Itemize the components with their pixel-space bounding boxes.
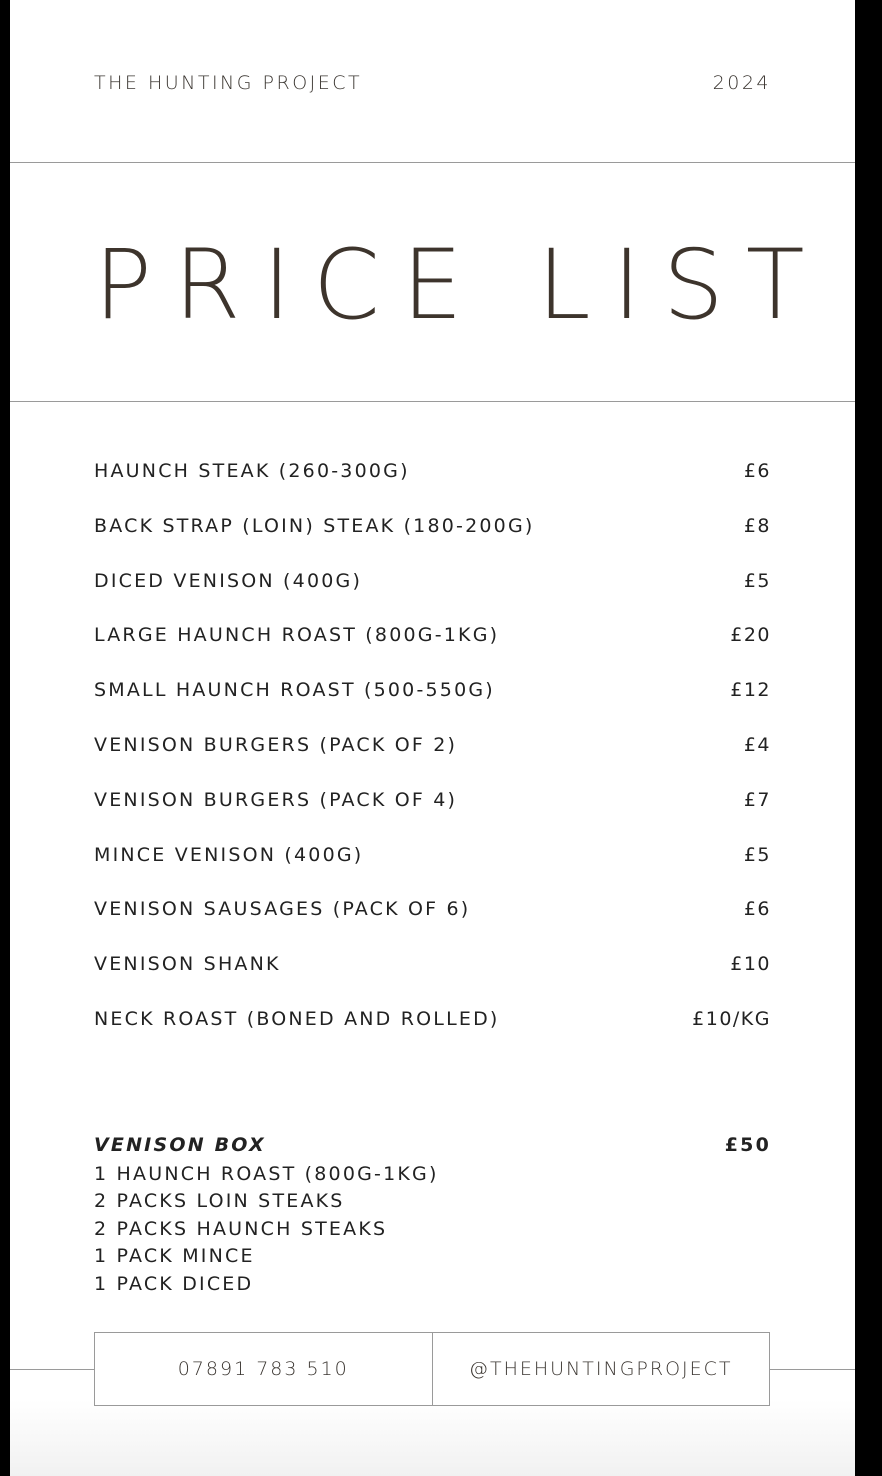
- item-price: £20: [730, 624, 771, 647]
- title-divider: [10, 401, 855, 402]
- item-name: BACK STRAP (LOIN) STEAK (180-200G): [94, 514, 535, 537]
- top-divider: [10, 162, 855, 163]
- list-item: [94, 460, 771, 515]
- item-price: £6: [743, 460, 771, 482]
- item-name: HAUNCH STEAK (260-300G): [94, 460, 410, 482]
- price-list-page: [10, 0, 855, 1476]
- item-name: DICED VENISON (400G): [94, 569, 363, 592]
- item-name: VENISON BURGERS (PACK OF 2): [94, 733, 458, 756]
- social-handle: @THEHUNTINGPROJECT: [432, 1333, 770, 1405]
- list-item: [94, 1008, 771, 1063]
- box-content-item: 1 PACK DICED: [94, 1272, 254, 1295]
- item-name: NECK ROAST (BONED AND ROLLED): [94, 1007, 500, 1030]
- item-name: VENISON SHANK: [94, 953, 281, 976]
- box-content-item: 2 PACKS LOIN STEAKS: [94, 1190, 345, 1213]
- item-price: £5: [743, 569, 771, 592]
- item-name: SMALL HAUNCH ROAST (500-550G): [94, 679, 495, 702]
- box-price: £50: [724, 1134, 771, 1156]
- item-price: £5: [743, 843, 771, 866]
- list-item: [94, 515, 771, 570]
- item-price: £10/KG: [692, 1007, 771, 1030]
- box-header: [94, 1134, 771, 1161]
- item-name: MINCE VENISON (400G): [94, 843, 364, 866]
- box-name: VENISON BOX: [94, 1134, 266, 1156]
- list-item: [94, 570, 771, 625]
- item-price: £4: [743, 733, 771, 756]
- venison-box-section: [94, 1134, 771, 1298]
- footer-divider-right: [770, 1369, 855, 1370]
- item-price: £10: [730, 953, 771, 976]
- brand-name: THE HUNTING PROJECT: [94, 72, 363, 94]
- box-content-item: 1 HAUNCH ROAST (800G-1KG): [94, 1163, 439, 1185]
- header: [94, 72, 771, 102]
- item-name: LARGE HAUNCH ROAST (800G-1KG): [94, 624, 500, 647]
- list-item: [94, 789, 771, 844]
- box-content-item: 1 PACK MINCE: [94, 1245, 255, 1268]
- item-price: £12: [730, 679, 771, 702]
- list-item: [94, 679, 771, 734]
- item-name: VENISON BURGERS (PACK OF 4): [94, 788, 458, 811]
- list-item: [94, 953, 771, 1008]
- page-title: PRICE LIST: [94, 229, 827, 341]
- item-name: VENISON SAUSAGES (PACK OF 6): [94, 898, 471, 921]
- item-price: £8: [743, 514, 771, 537]
- list-item: [94, 734, 771, 789]
- price-items-list: [94, 460, 771, 1063]
- list-item: [94, 898, 771, 953]
- contact-footer: [94, 1332, 770, 1406]
- box-content-item: 2 PACKS HAUNCH STEAKS: [94, 1217, 388, 1240]
- item-price: £6: [743, 898, 771, 921]
- year-label: 2024: [712, 72, 771, 94]
- list-item: [94, 624, 771, 679]
- phone-number: 07891 783 510: [177, 1358, 349, 1380]
- footer-divider-left: [10, 1369, 94, 1370]
- list-item: [94, 844, 771, 899]
- item-price: £7: [743, 788, 771, 811]
